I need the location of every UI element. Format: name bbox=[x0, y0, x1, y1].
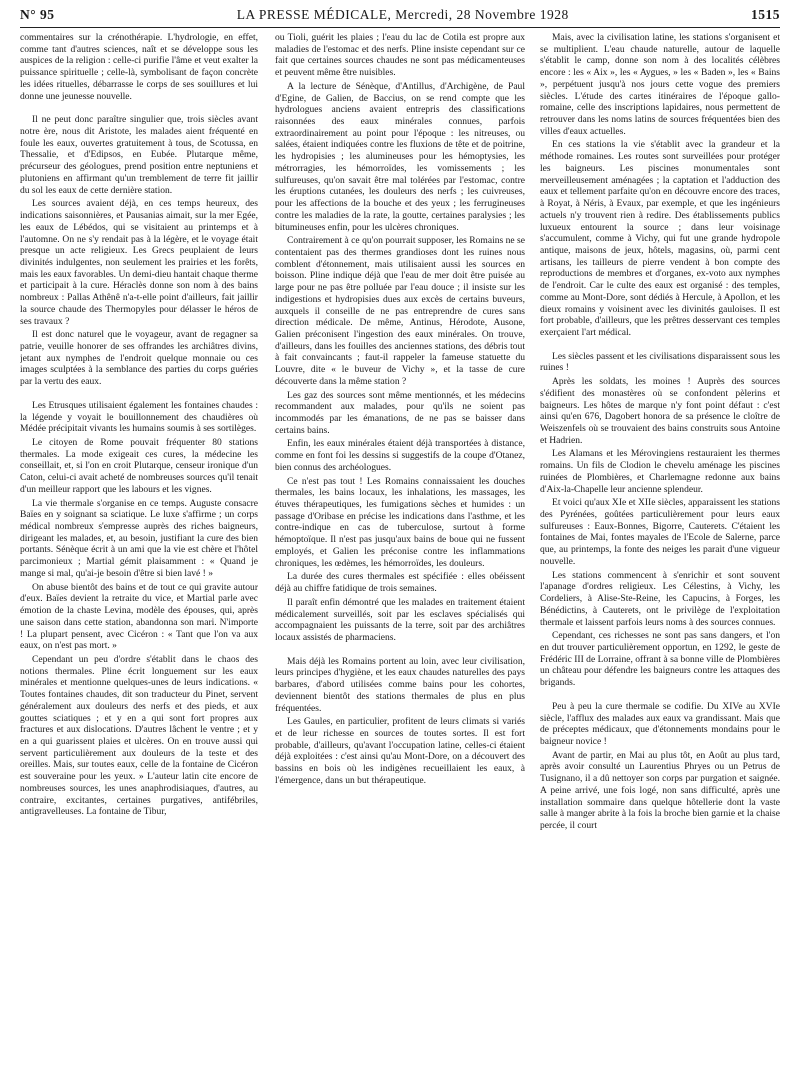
paragraph: La vie thermale s'organise en ce temps. Auguste consacre Baïes en y soignant sa sciatique. Le luxe s'affirme ; un corps médical nombreux s'empresse auprès des riches baigneurs, dirigeant les malades, et, au besoin, justifiant la cure des bien portants. Sénèque écrit à un ami que la vie est chère et l'hôtel parcimonieux ; Martial gémit plaisamment : « Quand je mange si mal, qu'ai-je besoin d'être si bien lavé ! » bbox=[20, 497, 258, 579]
paragraph: Contrairement à ce qu'on pourrait supposer, les Romains ne se contentaient pas des thermes grandioses dont les ruines nous comblent d'étonnement, mais utilisaient aussi les sources en boisson. Pline indique déjà que l'eau de mer doit être puisée au large pour ne pas être polluée par l'eau douce ; il insiste sur les indigestions et hydropisies dues aux excès de certains buveurs, auxquels il conseille de ne pas entreprendre de cures sans direction médicale. De même, Antinus, Hérodote, Ausone, Galien préconisent l'ingestion des eaux minérales. On trouve, d'ailleurs, dans les fouilles des anciennes stations, des débris tout à fait convaincants ; faut-il rappeler la fameuse statuette du Louvre, dite « le buveur de Vichy », et la tasse de cure découverte dans la même station ? bbox=[275, 235, 525, 387]
paragraph: La durée des cures thermales est spécifiée : elles obéissent déjà au chiffre fatidique de trois semaines. bbox=[275, 571, 525, 595]
journal-title: LA PRESSE MÉDICALE, Mercredi, 28 Novembre 1928 bbox=[236, 7, 569, 22]
paragraph: Et voici qu'aux XIe et XIIe siècles, apparaissent les stations des Pyrénées, goûtées particulièrement pour leurs eaux sulfureuses : Eaux-Bonnes, Bigorre, Cauterets. C'étaient les fontaines de Mai, fontes mayales de l'Ecole de Salerne, parce que, au printemps, la fonte des neiges les parait d'une vigueur nouvelle. bbox=[540, 497, 780, 567]
paragraph: Peu à peu la cure thermale se codifie. Du XIVe au XVIe siècle, l'afflux des malades aux eaux va grandissant. Mais que de préceptes médicaux, que d'étonnements mondains pour le baigneur novice ! bbox=[540, 700, 780, 747]
paragraph: A la lecture de Sénèque, d'Antillus, d'Archigène, de Paul d'Egine, de Galien, de Baccius, on se rend compte que les hydrologues anciens avaient entrepris des classifications raisonnées des eaux minérales connues, parfois extraordinairement au point pour l'époque : les nitreuses, ou salées, étaient indiquées contre les fluxions de tête et de poitrine, les hydropisies ; les alumineuses pour les hémoptysies, les métrorragies, les hémorroïdes, les vomissements ; les sulfureuses, qu'on savait être mal tolérées par l'estomac, contre les éruptions cutanées, les douleurs des nerfs ; les cuivreuses, pour les affections de la bouche et des yeux ; les ferrugineuses contre les maladies de la rate, la goutte, certaines paralysies ; les bitumineuses enfin, pour les ulcères chroniques. bbox=[275, 80, 525, 233]
paragraph: Les Etrusques utilisaient également les fontaines chaudes : la légende y voyait le bouillonnement des chaudières où Médée précipitait vivants les humains soumis à ses sortilèges. bbox=[20, 399, 258, 435]
running-header bbox=[20, 6, 780, 24]
paragraph: Les siècles passent et les civilisations disparaissent sous les ruines ! bbox=[540, 350, 780, 374]
paragraph: En ces stations la vie s'établit avec la grandeur et la méthode romaines. Les routes sont surveillées pour protéger les baigneurs. Les piscines monumentales sont merveilleusement aménagées ; la captation et l'adduction des eaux et tellement parfaite qu'on en découvre encore des traces, à Royat, à Néris, à Evaux, par exemple, et que les ingénieurs actuels n'y trouvent rien à redire. Des établissements publics luxueux entourent la source ; dans leur voisinage s'accumulent, comme à Vichy, qui fut une grande hydropole antique, maisons de jeux, hôtels, magasins, où, parmi cent artisans, les tailleurs de pierre vendent à bon compte des reproductions de membres et d'organes, ex-voto aux nymphes de l'endroit. Car le culte des eaux est organisé : des temples, comme au Mont-Dore, sont dédiés à Hercule, à Apollon, et les dieux romains y voisinent avec les divinités gauloises. Il est fort probable, d'ailleurs, que les prêtres desservant ces temples exerçaient l'art médical. bbox=[540, 139, 780, 338]
column-1 bbox=[20, 32, 258, 1072]
paragraph: Les Gaules, en particulier, profitent de leurs climats si variés et de leur richesse en sources de toutes sortes. Il est fort probable, d'ailleurs, qu'avant l'occupation latine, celles-ci étaient déjà exploitées : c'est ainsi qu'au Mont-Dore, on a découvert des bassins en bois où les indigènes recueillaient les eaux, à l'émergence, dans un but thérapeutique. bbox=[275, 716, 525, 786]
paragraph: On abuse bientôt des bains et de tout ce qui gravite autour d'eux. Baïes devient la retraite du vice, et Martial parle avec émotion de la chaste Levina, modèle des épouses, qui, après une saison dans cette station, abandonna son mari. N'importe ! La plupart pensent, avec Cicéron : « Tant que l'on va aux eaux, on n'est pas mort. » bbox=[20, 581, 258, 652]
column-2 bbox=[275, 32, 525, 1072]
paragraph: Cependant, ces richesses ne sont pas sans dangers, et l'on en dut trouver particulièrement opportun, en 1292, le geste de Frédéric III de Lorraine, offrant à sa bonne ville de Plombières un château pour défendre les baigneurs contre les attaques des brigands. bbox=[540, 630, 780, 689]
paragraph: Les stations commencent à s'enrichir et sont souvent l'apanage d'ordres religieux. Les Célestins, à Vichy, les Cordeliers, à Alise-Ste-Reine, les Capucins, à Forges, les Bénédictins, à Cauterets, ont le privilège de l'exploitation thermale et laissent parfois leurs noms à des sources connues. bbox=[540, 569, 780, 628]
paragraph: Le citoyen de Rome pouvait fréquenter 80 stations thermales. La mode exigeait ces cures, la médecine les conseillait, et, si l'on en croit Plutarque, censeur ironique d'un Caton, celui-ci avait acheté de nombreuses sources qu'il tenait d'un meilleur rapport que les labours et les vignes. bbox=[20, 437, 258, 495]
paragraph: Les gaz des sources sont même mentionnés, et les médecins recommandent aux malades, pour qu'ils ne soient pas incommodés par les émanations, de ne pas se baisser dans certains bains. bbox=[275, 389, 525, 436]
paragraph: Il est donc naturel que le voyageur, avant de regagner sa patrie, veuille honorer de ses offrandes les archiâtres divins, jetant aux nymphes de l'endroit quelque monnaie ou ces images sculptées à la semblance des parties du corps guéries par la vertu des eaux. bbox=[20, 329, 258, 388]
column-3 bbox=[540, 32, 780, 1072]
paragraph: Cependant un peu d'ordre s'établit dans le chaos des notions thermales. Pline écrit longuement sur les eaux minérales et mentionne quelques-unes de leurs indications. « Toutes fontaines chaudes, dit son traducteur du Pinet, servent généralement aux douleurs des nerfs et des pieds, et aux gouttes sciatiques ; et y en a qui sont fort propres aux fractures et aux dislocations. D'autres lâchent le ventre ; et y en a qui guarissent plaies et ulcères. On en trouve aussi qui servent particulièrement aux douleurs de la teste et des oreilles. Mais, sur toutes eaux, celle de la fontaine de Cicéron est souveraine pour les yeux. » L'auteur latin cite encore de nombreuses sources, les unes anaphrodisiaques, d'autres, au contraire, excitantes, certaines purgatives, antifébriles, antigravelleuses. La fontaine de Tibur, bbox=[20, 653, 258, 818]
paragraph: Avant de partir, en Mai au plus tôt, en Août au plus tard, après avoir consulté un Laurentius Phryes ou un Petrus de Tusignano, il a dû nettoyer son corps par purgation et saignée. A peine arrivé, une fois logé, non sans difficulté, après une installation sommaire dans quelque hôtellerie dont la vaste salle à manger abrite à la fois la broche bien garnie et la chaise percée, il court bbox=[540, 749, 780, 831]
paragraph: Enfin, les eaux minérales étaient déjà transportées à distance, comme en font foi les dessins si suggestifs de la coupe d'Otanez, bien connus des archéologues. bbox=[275, 438, 525, 473]
issue-number: N° 95 bbox=[20, 7, 55, 22]
paragraph: commentaires sur la crénothérapie. L'hydrologie, en effet, comme tant d'autres sciences, naît et se développe sous les auspices de la religion : celle-ci purifie l'âme et veut exalter la puissance spirituelle ; celle-là, symbolisant de façon concrète les idées rituelles, débarrasse le corps de ses souillures et lui donne une jeunesse nouvelle. bbox=[20, 32, 258, 102]
paragraph: Il paraît enfin démontré que les malades en traitement étaient médicalement surveillés, soit par les esclaves spécialisés qui accompagnaient les puissants de la terre, soit par des archiâtres locaux assistés de pharmaciens. bbox=[275, 596, 525, 643]
header-rule bbox=[20, 27, 780, 28]
paragraph: Les sources avaient déjà, en ces temps heureux, des indications saisonnières, et Pausanias aimait, sur la mer Egée, les eaux de Lébédos, qui se visitaient au printemps et à l'automne. On ne s'y rendait pas à la légère, et le voyage était presque un acte religieux. Les Grecs peuplaient de leurs divinités indulgentes, non seulement les prairies et les forêts, mais les eaux favorables. Un demi-dieu hantait chaque therme et participait à la cure. Héraclès donne son nom à des bains nombreux : Pallas Athênê n'a-t-elle point d'ailleurs, fait jaillir la source chaude des Thermopyles pour délasser le héros de ses travaux ? bbox=[20, 198, 258, 327]
paragraph: Ce n'est pas tout ! Les Romains connaissaient les douches thermales, les bains locaux, les inhalations, les massages, les étuves thérapeutiques, les fumigations sèches et humides : un passage d'Oribase en précise les indications dans l'asthme, et les contre-indique en cas de tuberculose, surtout à forme hémoptoïque. Il n'est pas jusqu'aux bains de boue qui ne fussent employés, et Galien les préconise contre les inflammations chroniques, les œdèmes, les hémorroïdes, les douleurs. bbox=[275, 475, 525, 569]
page-number: 1515 bbox=[751, 7, 780, 22]
paragraph: ou Tioli, guérit les plaies ; l'eau du lac de Cotila est propre aux maladies de l'estomac et des nerfs. Pline insiste cependant sur ce fait que certaines sources chaudes ne sont pas médicamenteuses et peuvent même être nuisibles. bbox=[275, 32, 525, 79]
paragraph: Il ne peut donc paraître singulier que, trois siècles avant notre ère, nous dit Aristote, les malades aient fréquenté en foule les eaux, ouvertes gratuitement à tous, de Scotussa, en Thessalie, et d'Edipsos, en Eubée. Plutarque même, précurseur des géologues, prend position entre neptuniens et plutoniens en affirmant qu'un tremblement de terre fit jaillir du sol les eaux de cette dernière station. bbox=[20, 114, 258, 196]
paragraph: Mais, avec la civilisation latine, les stations s'organisent et se multiplient. L'eau chaude naturelle, autour de laquelle s'établit le camp, donne son nom à des localités célèbres encore : les « Aix », les « Aygues, » les « Baden », les « Bains », perpétuent jusqu'à nos jours cette vogue des premiers siècles. L'étude des cartes itinéraires de l'époque gallo-romaine, celle des inscriptions lapidaires, nous permettent de retrouver dans les noms latins de sources fréquentées bien des villes d'eaux actuelles. bbox=[540, 32, 780, 137]
paragraph: Les Alamans et les Mérovingiens restauraient les thermes romains. Un fils de Clodion le chevelu aménage les piscines ruinées de Plombières, et Charlemagne redonne aux bains d'Aix-la-Chapelle leur ancienne splendeur. bbox=[540, 448, 780, 495]
paragraph: Après les soldats, les moines ! Auprès des sources s'édifient des monastères où se confondent pèlerins et baigneurs. Les hôtes de marque n'y font point défaut : c'est ainsi qu'en 676, Dagobert honora de sa présence le cloître de Weiszenfels où se trouvaient des bains construits sous Antoine et Hadrien. bbox=[540, 376, 780, 446]
paragraph: Mais déjà les Romains portent au loin, avec leur civilisation, leurs principes d'hygiène, et les eaux chaudes naturelles des pays barbares, d'abord utilisées comme bains pour les cohortes, deviennent bientôt des stations thermales de plus en plus fréquentées. bbox=[275, 655, 525, 714]
